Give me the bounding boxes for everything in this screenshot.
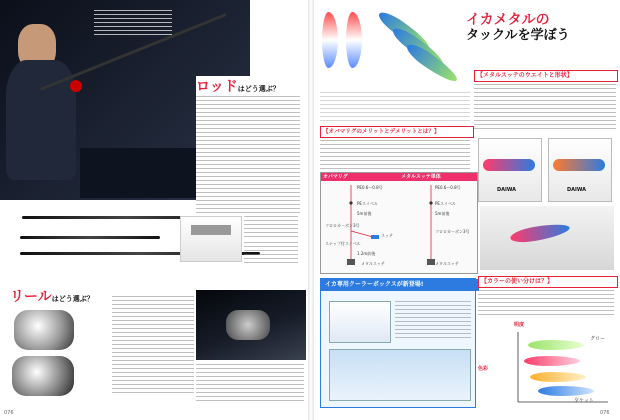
metal-sutte-photos [316,6,466,92]
axis-label-left: 色彩 [478,366,489,372]
rod-heading-sub: はどう選ぶ？ [237,85,280,93]
diag-right-label-5: メタルスッテ [435,261,459,266]
rod-holder [191,225,231,235]
reel-in-use-photo [196,290,306,360]
sutte-package-2 [548,138,612,202]
color-heading: 【カラーの使い分けは？】 [478,276,618,288]
diag-right-label-2: PEスイベル [435,201,456,206]
brand-logo-2: DAIWA [567,187,587,193]
diag-left-label-3: 5m前後 [357,211,372,216]
lure-hand-photo [480,206,614,270]
package-lure [483,159,535,171]
diag-left-label-6: スナップ付スイベル [325,241,361,246]
reel-closeup [226,310,270,340]
oppari-heading: 【オバマリグのメリットとデメリットとは？】 [320,126,474,138]
diag-right-label-1: PE0.6〜0.8号 [435,185,461,190]
cooler-box-feature [320,278,476,408]
rod-2 [20,236,160,239]
sutte-package-1 [478,138,542,202]
diag-left-label-8: メタルスッテ [361,261,385,266]
rod-holder-photo [180,216,242,262]
photo-caption [94,10,174,38]
axis-label-bottom: 夕ケット [574,398,594,404]
reel-section [10,286,110,406]
title-line-2: タックルを学ぼう [466,28,570,43]
rod-heading-main: ロッド [196,79,238,95]
reel-in-hand [70,80,82,92]
color-chart [478,322,616,408]
diagram-right-title: メタルスッテ単体 [399,173,477,181]
diag-left-label-1: PE0.6〜0.8号 [357,185,383,190]
axis-label-right: グロー [590,336,606,342]
sutte-tricolor-2 [346,12,362,68]
diag-left-label-2: PEスイベル [357,201,378,206]
diag-left-label-5: スッテ [381,233,393,238]
left-page-number: 076 [4,410,14,416]
rod-heading [196,76,280,96]
rod-lineup [0,206,300,282]
cooler-box-photo [329,301,391,343]
cooler-interior-photo [329,349,471,401]
sutte-green-3 [403,40,460,86]
page-gutter [308,0,314,420]
diagram-left-title: オバマリグ [321,173,399,181]
package-lure-2 [553,159,605,171]
brand-logo: DAIWA [497,187,517,193]
reel-heading [10,286,94,306]
diag-right-label-3: 5m前後 [435,211,450,216]
article-title [466,12,616,56]
baitcasting-reel-photo-2 [12,356,74,396]
sinker-weight-heading: 【メタルスッテのウエイトと形状】 [474,70,618,82]
baitcasting-reel-photo [14,310,74,350]
axis-label-top: 明度 [514,322,525,328]
diag-left-label-4: フロロカーボン3号 [325,223,360,228]
diag-left-label-7: 1.2m前後 [357,251,376,256]
reel-heading-sub: はどう選ぶ？ [51,295,94,303]
rod-text-block [196,76,304,216]
reel-heading-main: リール [10,289,52,305]
cooler-heading: イカ専用クーラーボックスが新登場! [321,279,479,291]
sutte-tricolor [322,12,338,68]
right-page-number: 076 [600,410,610,416]
lure-in-hand [509,221,571,245]
product-packages [478,138,614,202]
title-line-1: イカメタルの [466,12,550,28]
diag-right-label-4: フロロカーボン3号 [435,229,470,234]
rig-diagram [320,172,478,274]
